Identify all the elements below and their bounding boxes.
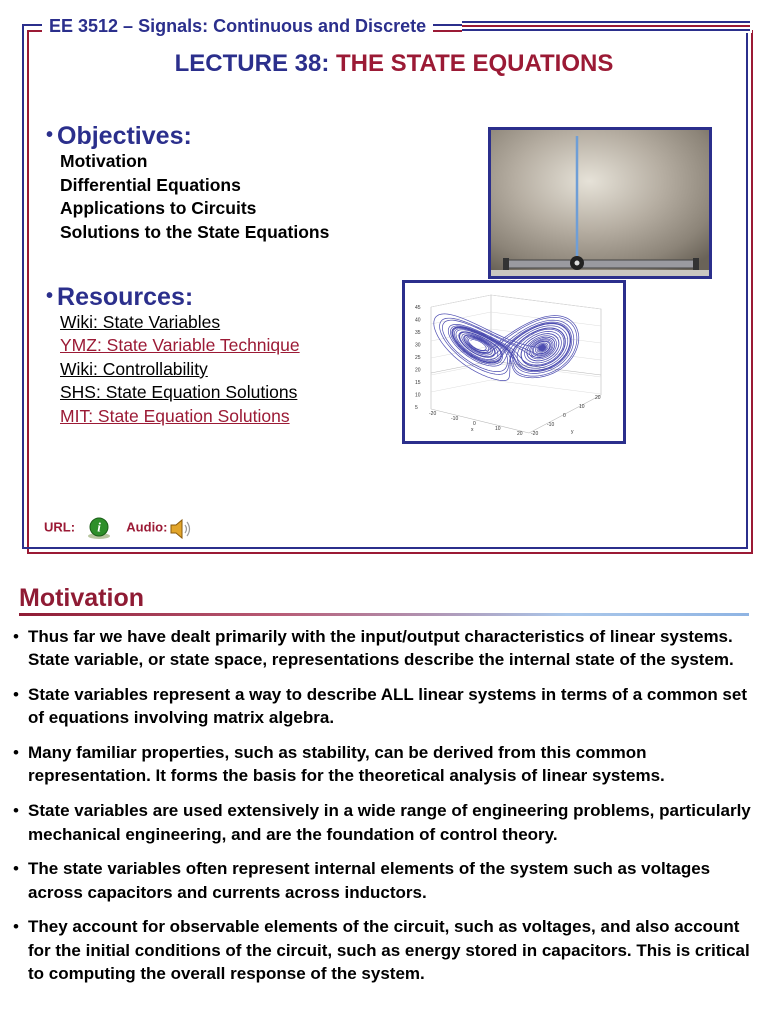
bullet-point: • Many familiar properties, such as stability, can be derived from this common representation. It forms the basis for the theoretical analysis of linear systems. — [13, 741, 763, 788]
z-tick-label: 45 — [415, 305, 421, 311]
y-tick-label: -10 — [547, 422, 555, 428]
resource-link-ymz-state-variable-technique[interactable]: YMZ: State Variable Technique — [60, 335, 300, 356]
z-tick-label: 15 — [415, 380, 421, 386]
x-tick-label: -10 — [451, 416, 459, 422]
motivation-heading: Motivation — [19, 584, 144, 612]
title-rule-lines — [462, 21, 752, 33]
z-tick-label: 40 — [415, 317, 421, 324]
lorenz-attractor-plot — [402, 280, 626, 444]
z-tick-label: 20 — [415, 367, 421, 374]
resource-link-shs-state-equation-solutions[interactable]: SHS: State Equation Solutions — [60, 382, 298, 403]
url-label: URL: — [44, 519, 76, 535]
resource-link-wiki-controllability[interactable]: Wiki: Controllability — [60, 358, 208, 379]
course-title: EE 3512 – Signals: Continuous and Discrete — [42, 14, 433, 38]
z-tick-label: 5 — [415, 405, 418, 411]
bullet-point: • State variables are used extensively in a wide range of engineering problems, particularly mechanical engineering, and are the foundation of control theory. — [13, 799, 763, 846]
motivation-bullets — [13, 625, 763, 997]
bullet-point: • They account for observable elements of the circuit, such as voltages, and also account for the initial conditions of the circuit, such as energy stored in capacitors. This is critical to computing the overall response of the system. — [13, 915, 763, 985]
x-tick-label: 20 — [517, 431, 523, 437]
resources-heading: • Resources: — [46, 283, 194, 311]
objective-item: Motivation — [60, 151, 148, 171]
objectives-list — [60, 150, 329, 244]
z-tick-label: 10 — [415, 392, 421, 399]
z-tick-label: 30 — [415, 342, 421, 349]
y-tick-label: 0 — [563, 413, 566, 419]
z-tick-label: 35 — [415, 330, 421, 336]
y-tick-label: 10 — [579, 404, 585, 410]
bullet-point: • State variables represent a way to describe ALL linear systems in terms of a common set of equations involving matrix algebra. — [13, 683, 763, 730]
bullet-point: • Thus far we have dealt primarily with the input/output characteristics of linear systems. State variable, or state space, representations describe the internal state of the system. — [13, 625, 763, 672]
speaker-icon[interactable] — [168, 516, 194, 547]
y-axis-label: y — [571, 429, 574, 435]
info-icon[interactable] — [87, 516, 111, 545]
grid-line — [491, 380, 601, 394]
resources-list — [60, 311, 300, 428]
svg-text:i: i — [97, 519, 101, 535]
heading-rule — [19, 613, 749, 616]
grid-line — [431, 363, 491, 375]
objectives-heading: • Objectives: — [46, 122, 192, 150]
grid-line — [431, 380, 491, 392]
objective-item: Differential Equations — [60, 174, 241, 195]
lecture-topic: THE STATE EQUATIONS — [336, 50, 614, 77]
objective-item: Applications to Circuits — [60, 198, 257, 218]
resource-link-mit-state-equation-solutions[interactable]: MIT: State Equation Solutions — [60, 405, 290, 426]
lecture-number: LECTURE 38: — [174, 50, 330, 77]
bullet-point: • The state variables often represent internal elements of the system such as voltages across capacitors and currents across inductors. — [13, 857, 763, 904]
x-axis-label: x — [471, 427, 474, 433]
z-tick-label: 25 — [415, 355, 421, 361]
inverted-pendulum-photo — [488, 127, 712, 279]
x-tick-label: 0 — [473, 421, 476, 427]
x-tick-label: 10 — [495, 426, 501, 432]
audio-label: Audio: — [126, 519, 168, 535]
lecture-title — [0, 49, 768, 79]
y-tick-label: 20 — [595, 395, 601, 401]
grid-line — [431, 295, 491, 307]
grid-line — [491, 295, 601, 309]
resource-link-wiki-state-variables[interactable]: Wiki: State Variables — [60, 312, 221, 332]
y-tick-label: -20 — [531, 431, 539, 437]
x-tick-label: -20 — [429, 411, 437, 417]
objective-item: Solutions to the State Equations — [60, 221, 330, 242]
